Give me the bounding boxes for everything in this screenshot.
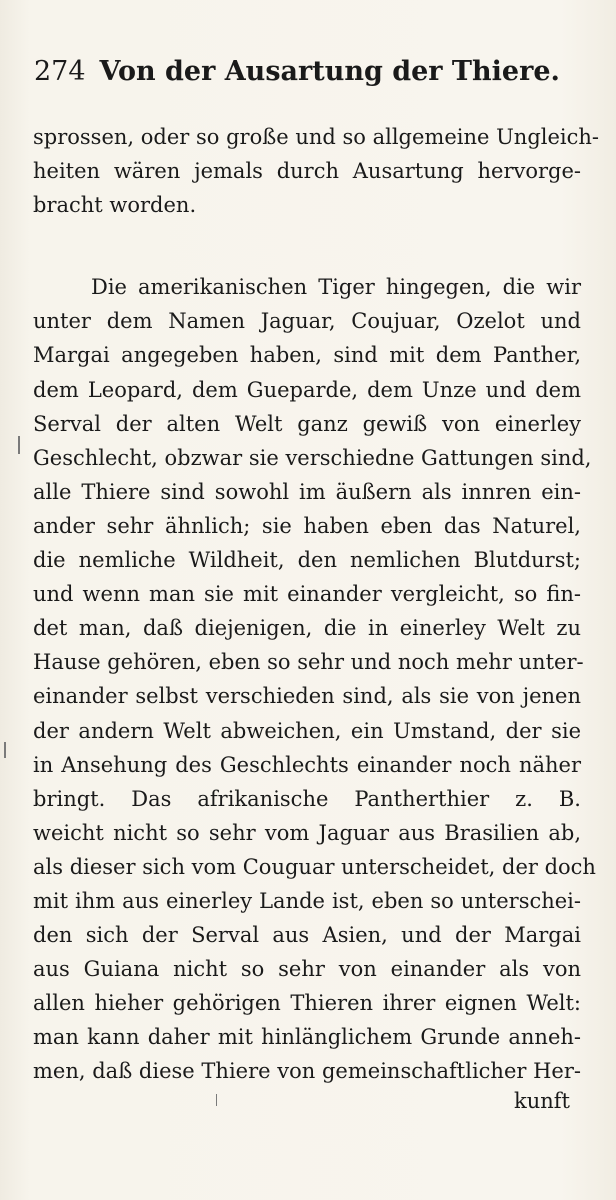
text-line: man kann daher mit hinlänglichem Grunde anneh- [33,1025,581,1050]
text-line: weicht nicht so sehr vom Jaguar aus Brasilien ab, [33,820,581,845]
paragraph-1 [33,120,600,222]
text-line: einander selbst verschieden sind, als sie von jenen [33,684,581,709]
margin-mark [216,1094,217,1106]
text-line: mit ihm aus einerley Lande ist, eben so unterschei- [33,888,581,913]
text-line: und wenn man sie mit einander vergleicht, so fin- [33,582,581,607]
text-line: heiten wären jemals durch Ausartung hervorge- [33,159,581,184]
catchword: kunft [514,1089,570,1113]
text-line: Hause gehören, eben so sehr und noch mehr unter- [33,650,584,675]
text-line: sprossen, oder so große und so allgemeine Ungleich- [33,125,600,149]
margin-mark [4,742,6,758]
body-text [33,120,600,1089]
text-line: in Ansehung des Geschlechts einander noch näher [33,752,581,777]
running-title: Von der Ausartung der Thiere. [99,56,560,87]
text-line: den sich der Serval aus Asien, und der Margai [33,923,581,948]
running-head [34,56,594,96]
text-line: Margai angegeben haben, sind mit dem Panther, [33,343,581,368]
text-line: unter dem Namen Jaguar, Coujuar, Ozelot und [33,309,581,334]
text-line: Die amerikanischen Tiger hingegen, die wir [91,275,581,300]
text-line: alle Thiere sind sowohl im äußern als innren ein- [33,479,581,504]
text-line: bringt. Das afrikanische Pantherthier z. B. [33,786,581,811]
text-line: aus Guiana nicht so sehr von einander als von [33,957,581,982]
paragraph-gap [33,222,581,270]
text-line: ander sehr ähnlich; sie haben eben das Naturel, [33,513,581,538]
margin-mark [18,436,20,454]
text-line: det man, daß diejenigen, die in einerley Welt zu [33,616,581,641]
text-line: dem Leopard, dem Gueparde, dem Unze und dem [33,377,581,402]
text-line: als dieser sich vom Couguar unterscheidet, der doch [33,854,596,879]
text-line: allen hieher gehörigen Thieren ihrer eignen Welt: [33,991,581,1016]
text-line: men, daß diese Thiere von gemeinschaftlicher Her- [33,1059,581,1084]
text-line: bracht worden. [33,193,197,218]
page-number: 274 [34,56,86,87]
text-line: die nemliche Wildheit, den nemlichen Blutdurst; [33,548,581,573]
text-line: Geschlecht, obzwar sie verschiedne Gattungen sind, [33,445,592,470]
paragraph-2 [33,270,596,1088]
text-line: Serval der alten Welt ganz gewiß von einerley [33,411,581,436]
text-line: der andern Welt abweichen, ein Umstand, der sie [33,718,581,743]
